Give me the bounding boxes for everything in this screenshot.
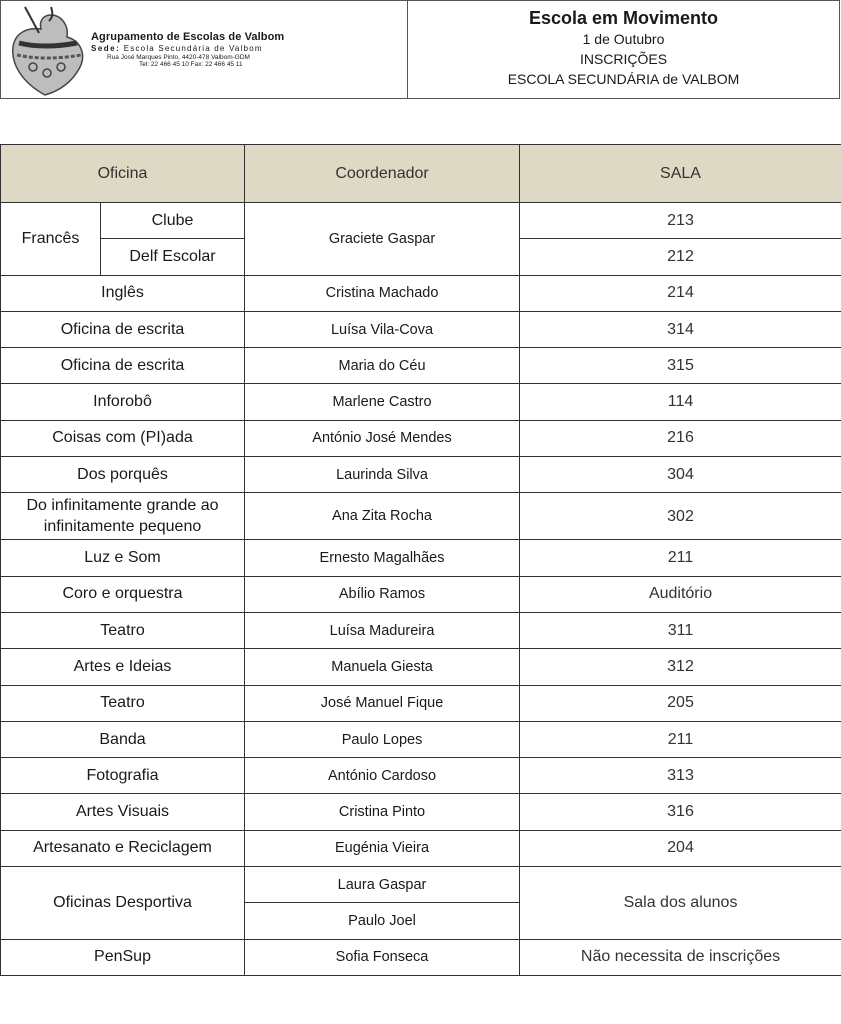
oficina-cell: Banda <box>1 721 245 757</box>
oficina-cell: Fotografia <box>1 758 245 794</box>
sala-cell: 314 <box>520 311 841 347</box>
table-row <box>1 311 841 347</box>
sala-cell: 211 <box>520 540 841 576</box>
sede-label: Sede: <box>91 44 121 53</box>
sede-line <box>91 44 284 53</box>
address: Rua José Marques Pinto, 4420-478 Valbom-GDM <box>107 54 250 61</box>
table-row <box>1 721 841 757</box>
sala-cell: 302 <box>520 493 841 540</box>
table-row <box>1 612 841 648</box>
header-coordenador: Coordenador <box>245 145 520 203</box>
table-row <box>1 493 841 540</box>
oficina-cell: Coisas com (PI)ada <box>1 420 245 456</box>
table-row <box>1 685 841 721</box>
sede-value: Escola Secundária de Valbom <box>123 44 263 53</box>
oficina-cell: Artes e Ideias <box>1 649 245 685</box>
coordenador-cell: Marlene Castro <box>245 384 520 420</box>
oficina-cell: Oficina de escrita <box>1 348 245 384</box>
event-title: Escola em Movimento <box>528 8 719 28</box>
table-row <box>1 275 841 311</box>
oficina-cell: Teatro <box>1 612 245 648</box>
sub-oficina-cell: Clube <box>101 203 245 239</box>
event-school: ESCOLA SECUNDÁRIA de VALBOM <box>507 71 740 87</box>
school-details <box>91 31 284 68</box>
coordenador-cell: Cristina Pinto <box>245 794 520 830</box>
document-header <box>0 0 840 99</box>
table-row <box>1 867 841 903</box>
sala-cell: 313 <box>520 758 841 794</box>
coordenador-cell: Graciete Gaspar <box>245 203 520 276</box>
oficina-cell: Luz e Som <box>1 540 245 576</box>
table-row <box>1 420 841 456</box>
coordenador-cell: Maria do Céu <box>245 348 520 384</box>
oficina-cell: Inglês <box>1 275 245 311</box>
oficina-cell: PenSup <box>1 939 245 975</box>
oficina-cell: Inforobô <box>1 384 245 420</box>
coordenador-cell: António José Mendes <box>245 420 520 456</box>
coordenador-cell: Luísa Vila-Cova <box>245 311 520 347</box>
header-oficina: Oficina <box>1 145 245 203</box>
sala-cell: 213 <box>520 203 841 239</box>
sub-oficina-cell: Delf Escolar <box>101 239 245 275</box>
table-row <box>1 758 841 794</box>
table-row <box>1 348 841 384</box>
coordenador-cell: Manuela Giesta <box>245 649 520 685</box>
coordenador-cell: Ernesto Magalhães <box>245 540 520 576</box>
workshops-table <box>0 144 841 976</box>
sala-cell: 214 <box>520 275 841 311</box>
table-row <box>1 457 841 493</box>
table-header-row <box>1 145 841 203</box>
coordenador-cell: Luísa Madureira <box>245 612 520 648</box>
header-sala: SALA <box>520 145 841 203</box>
sala-cell: 204 <box>520 830 841 866</box>
sala-cell: 312 <box>520 649 841 685</box>
sala-cell: Não necessita de inscrições <box>520 939 841 975</box>
table-row <box>1 649 841 685</box>
coordenador-cell: Eugénia Vieira <box>245 830 520 866</box>
oficina-cell: Francês <box>1 203 101 276</box>
sala-cell: 205 <box>520 685 841 721</box>
coordenador-cell: Ana Zita Rocha <box>245 493 520 540</box>
oficina-cell: Artes Visuais <box>1 794 245 830</box>
sala-cell: Sala dos alunos <box>520 867 841 940</box>
org-name: Agrupamento de Escolas de Valbom <box>91 31 285 43</box>
oficina-cell: Dos porquês <box>1 457 245 493</box>
table-row <box>1 830 841 866</box>
oficina-cell: Oficina de escrita <box>1 311 245 347</box>
table-row <box>1 384 841 420</box>
coordenador-cell: Laurinda Silva <box>245 457 520 493</box>
coordenador-cell: Paulo Lopes <box>245 721 520 757</box>
table-row <box>1 540 841 576</box>
phones: Tel: 22 466 45 10 Fax: 22 466 45 11 <box>139 61 243 68</box>
sala-cell: 316 <box>520 794 841 830</box>
event-subtitle: INSCRIÇÕES <box>579 51 668 67</box>
oficina-cell: Teatro <box>1 685 245 721</box>
sala-cell: 304 <box>520 457 841 493</box>
table-row <box>1 203 841 239</box>
sala-cell: Auditório <box>520 576 841 612</box>
sala-cell: 212 <box>520 239 841 275</box>
coordenador-cell: Laura Gaspar <box>245 867 520 903</box>
table-row <box>1 939 841 975</box>
coordenador-cell: Abílio Ramos <box>245 576 520 612</box>
oficina-line-1: Do infinitamente grande ao <box>26 497 219 515</box>
coordenador-cell: Paulo Joel <box>245 903 520 939</box>
oficina-line-2: infinitamente pequeno <box>43 518 202 536</box>
event-date: 1 de Outubro <box>582 31 665 47</box>
school-logo-icon <box>5 3 91 99</box>
oficina-cell: Artesanato e Reciclagem <box>1 830 245 866</box>
coordenador-cell: José Manuel Fique <box>245 685 520 721</box>
table-row <box>1 794 841 830</box>
oficina-cell: Oficinas Desportiva <box>1 867 245 940</box>
coordenador-cell: António Cardoso <box>245 758 520 794</box>
oficina-cell: Coro e orquestra <box>1 576 245 612</box>
sala-cell: 311 <box>520 612 841 648</box>
sala-cell: 114 <box>520 384 841 420</box>
school-identity <box>1 1 408 98</box>
sala-cell: 216 <box>520 420 841 456</box>
coordenador-cell: Cristina Machado <box>245 275 520 311</box>
sala-cell: 211 <box>520 721 841 757</box>
table-row <box>1 576 841 612</box>
coordenador-cell: Sofia Fonseca <box>245 939 520 975</box>
event-info <box>408 1 839 98</box>
oficina-cell <box>1 493 245 540</box>
sala-cell: 315 <box>520 348 841 384</box>
